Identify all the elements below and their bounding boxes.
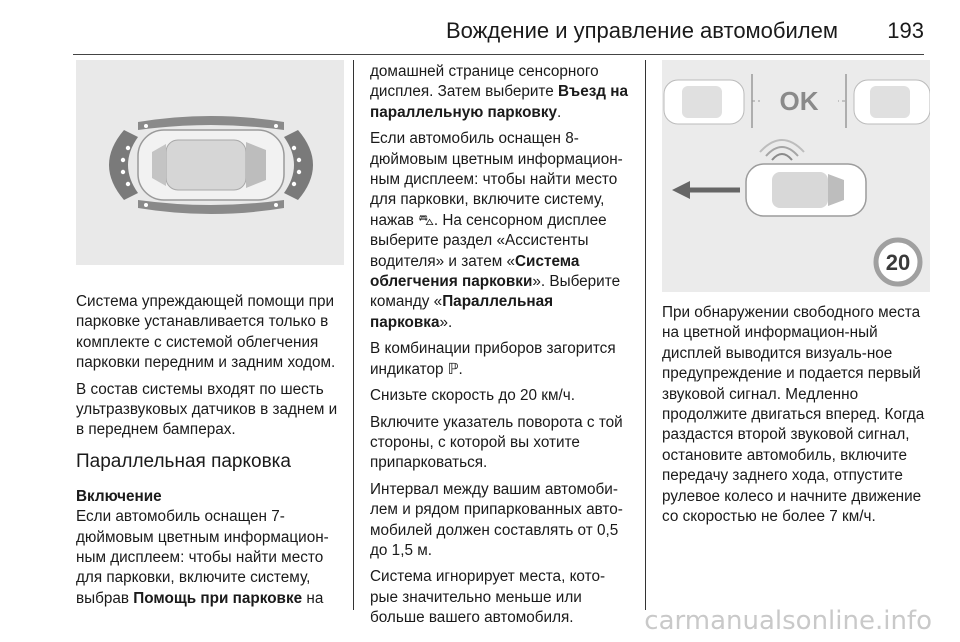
- column-divider-1: [353, 60, 354, 610]
- column-right: [662, 60, 930, 533]
- paragraph: При обнаружении свободного места на цветной информацион-ный дисплей выводится визуаль-ное предупреждение и подается первый звуковой сигнал. Медленно продолжите двигаться вперед. Когда раздастся второй звуковой сигнал, остановите автомобиль, включите передачу заднего хода, отпустите рулевое колесо и начните движение со скоростью не более 7 км/ч.: [662, 304, 925, 526]
- vehicle-icon: ⛍: [418, 211, 434, 229]
- subsection-heading: Включение: [76, 487, 162, 505]
- paragraph: В комбинации приборов загорится индикатор ℙ.: [370, 340, 616, 378]
- page-header: [0, 0, 960, 56]
- paragraph: Если автомобиль оснащен 7-дюймовым цветным информацион-ным дисплеем: чтобы найти место для парковки, включите систему, выбрав Помощь при парковке на: [76, 508, 329, 607]
- column-left: [76, 60, 344, 615]
- column-divider-2: [645, 60, 646, 610]
- paragraph: Снизьте скорость до 20 км/ч.: [370, 387, 575, 405]
- paragraph: домашней странице сенсорного дисплея. Затем выберите Въезд на параллельную парковку.: [370, 63, 629, 121]
- parking-sensors-figure: [76, 60, 344, 265]
- paragraph: Система упреждающей помощи при парковке устанавливается только в комплекте с системой облегчения парковки передним и задним ходом.: [76, 293, 336, 372]
- menu-term: Система облегчения парковки: [370, 252, 580, 291]
- menu-term: Въезд на параллельную парковку: [370, 83, 629, 121]
- paragraph: Включите указатель поворота с той стороны, с которой вы хотите припарковаться.: [370, 413, 623, 472]
- header-divider: [73, 54, 924, 55]
- ok-label: OK: [779, 86, 819, 116]
- watermark: carmanualsonline.info: [644, 606, 932, 636]
- menu-term: Параллельная парковка: [370, 293, 554, 331]
- menu-term: Помощь при парковке: [133, 589, 303, 607]
- column-middle: [370, 62, 632, 635]
- page-title: Вождение и управление автомобилем: [445, 18, 838, 43]
- paragraph: Система игнорирует места, кото-рые значительно меньше или больше вашего автомобиля.: [370, 568, 606, 627]
- speed-limit-number: 20: [885, 250, 911, 275]
- section-heading: Параллельная парковка: [76, 450, 291, 472]
- paragraph: В состав системы входят по шесть ультразвуковых датчиков в заднем и в переднем бамперах.: [76, 380, 338, 439]
- windshield: [246, 142, 266, 188]
- car-roof: [166, 140, 246, 190]
- paragraph: Если автомобиль оснащен 8-дюймовым цветным информацион-ным дисплеем: чтобы найти место для парковки, включите систему, нажав ⛍. На сенсорном дисплее выберите раздел «Ассистенты водителя» и затем «Система облегчения парковки». Выберите команду «Параллельная парковка».: [370, 130, 623, 331]
- page-number: 193: [887, 18, 924, 43]
- paragraph: Интервал между вашим автомоби-лем и рядом припаркованных авто-мобилей должен составлять от 0,5 до 1,5 м.: [370, 480, 623, 559]
- parallel-parking-figure: [662, 60, 930, 292]
- parking-indicator-icon: ℙ: [447, 360, 459, 378]
